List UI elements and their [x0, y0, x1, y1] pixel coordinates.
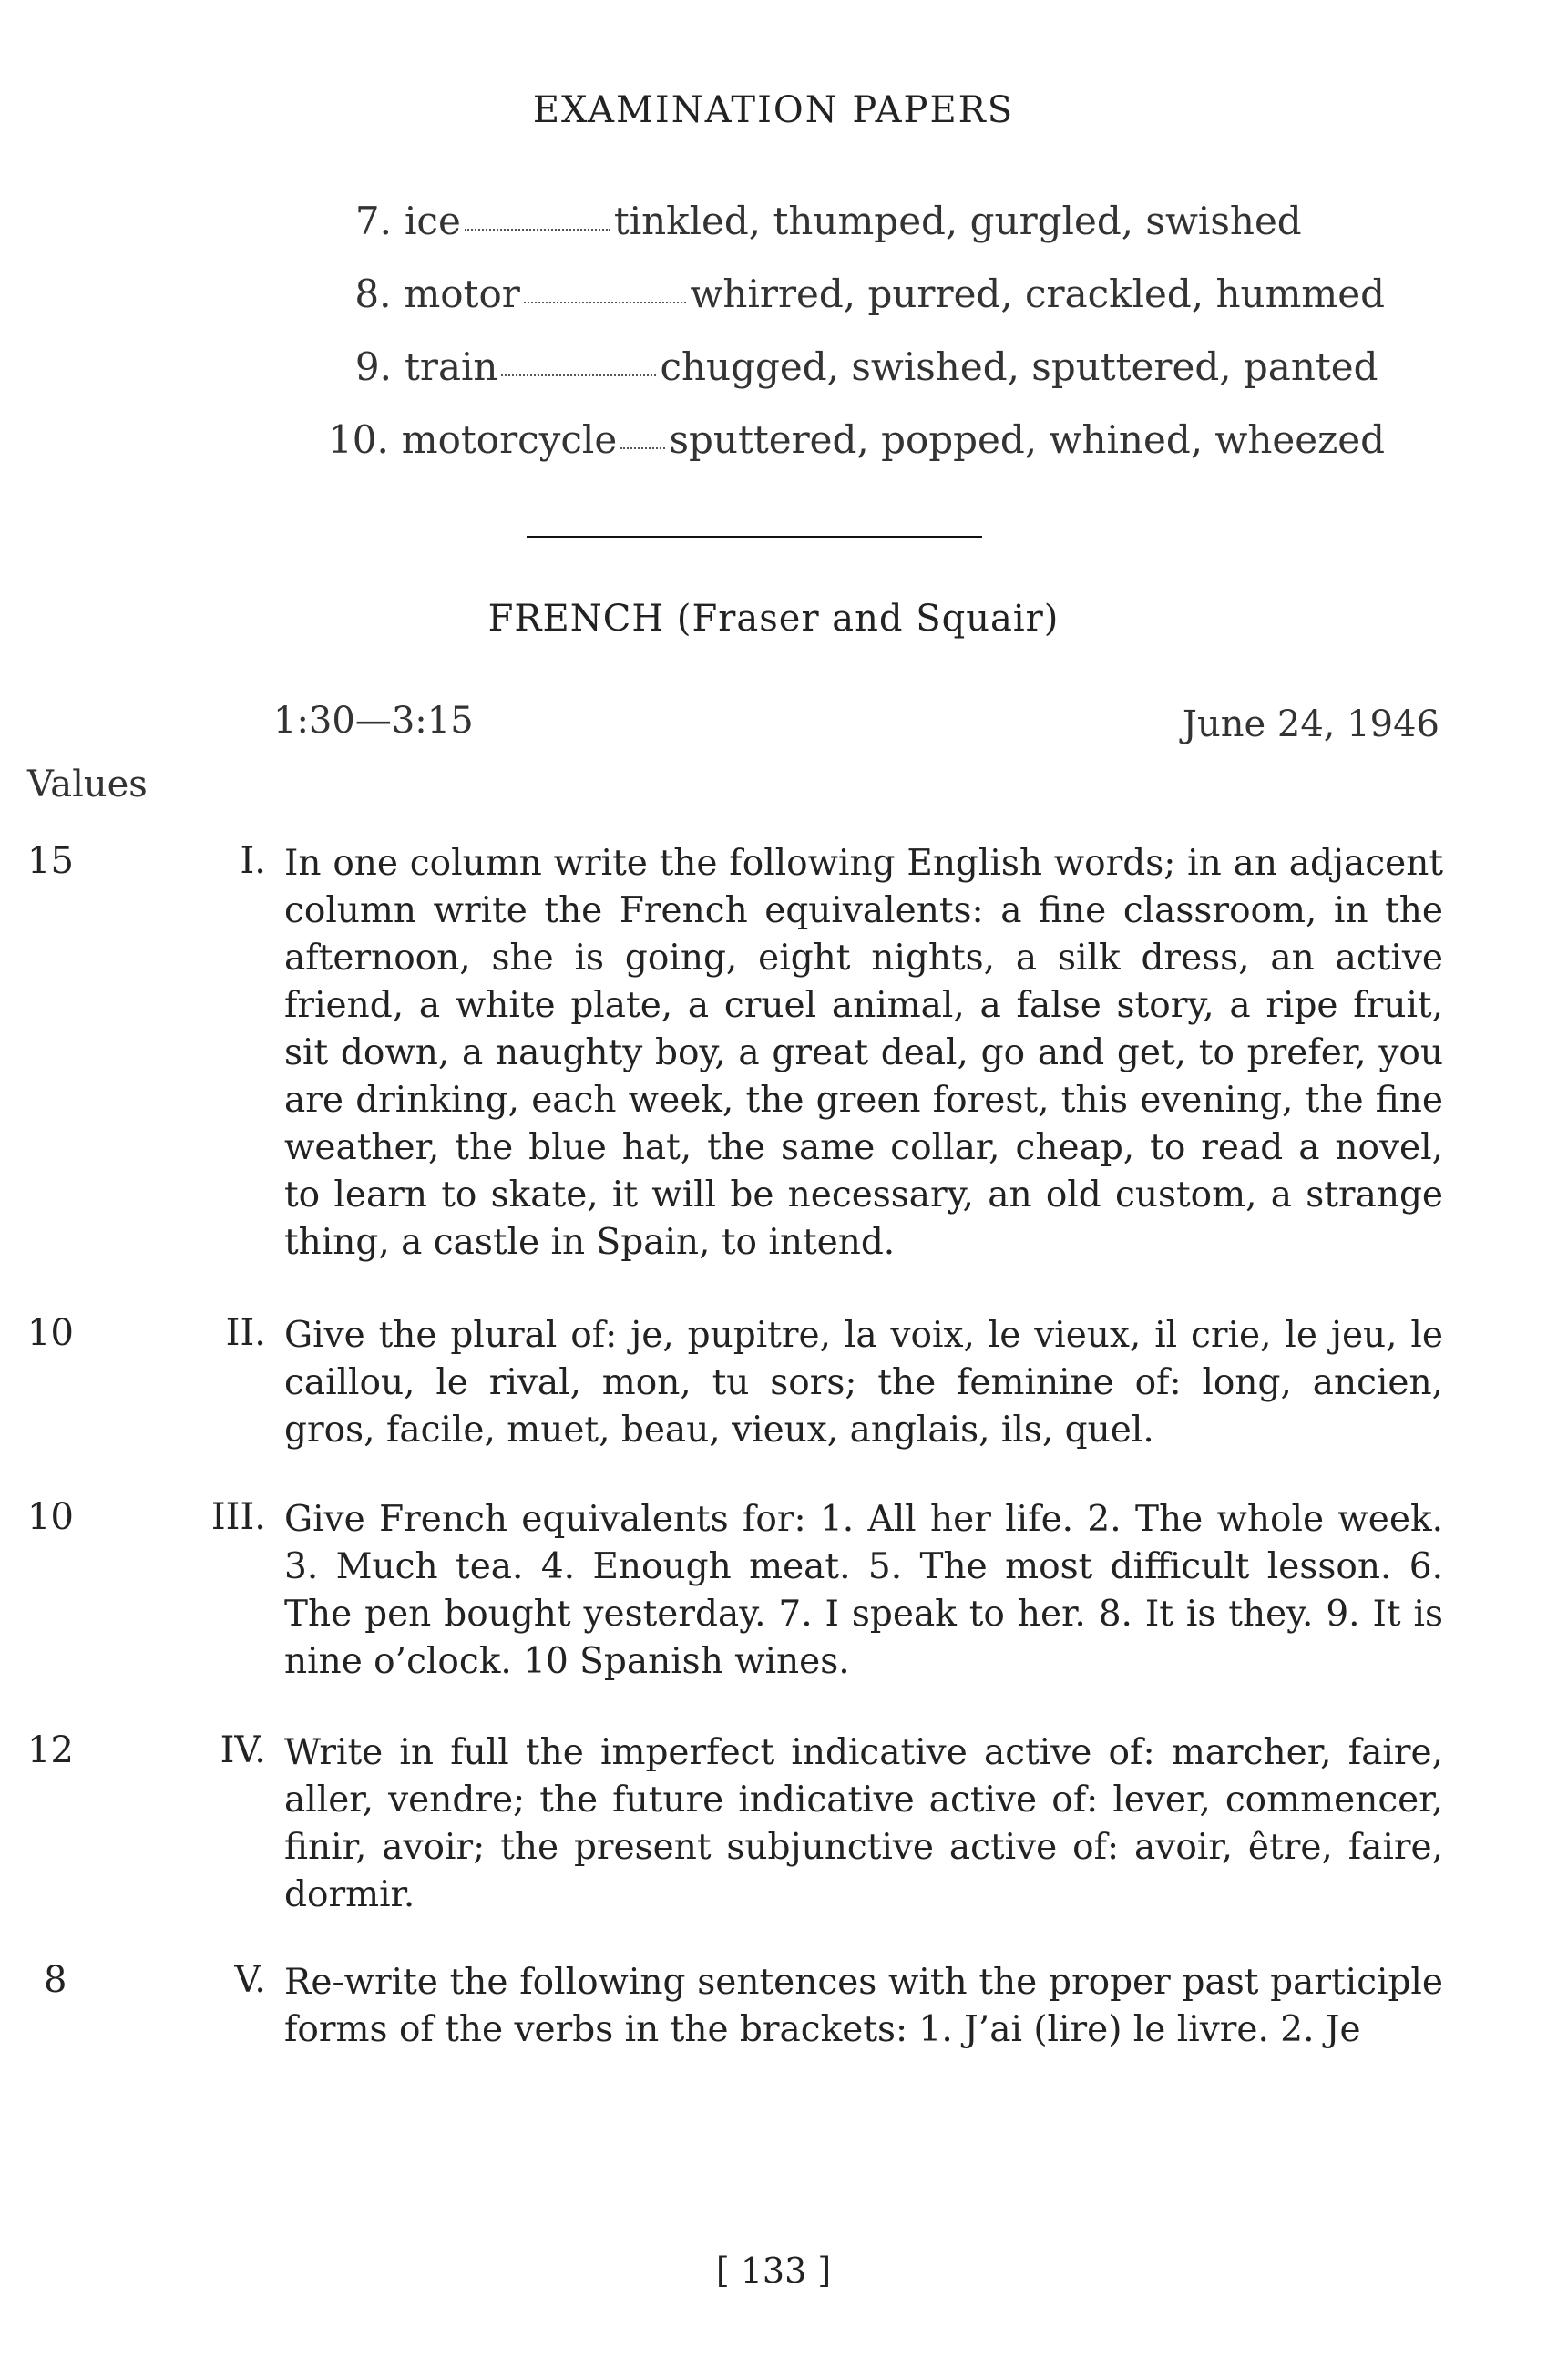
question-text: Give French equivalents for: 1. All her life. 2. The whole week. 3. Much tea. 4. Enough meat. 5. The most difficult lesson. 6. The pen bought yesterday. 7. I speak to her. 8. It is they. 9. It is nine o’clock. 10 Spanish wines.	[284, 1499, 1443, 1682]
dot-leader	[524, 302, 687, 303]
question-value: 10	[27, 1496, 74, 1538]
dot-leader	[620, 447, 665, 449]
question-text: Re-write the following sentences with the proper past participle forms of the verbs in the brackets: 1. J’ai (lire) le livre. 2. Je	[284, 1962, 1443, 2050]
item-word: motor	[404, 272, 520, 316]
exam-time: 1:30—3:15	[273, 700, 474, 742]
question-value: 12	[27, 1729, 74, 1771]
question-text: In one column write the following English words; in an adjacent column write the French equivalents: a fine classroom, in the afternoon, she is going, eight nights, a silk dress, an active friend, a white plate, a cruel animal, a false story, a ripe fruit, sit down, a naughty boy, a great deal, go and get, to prefer, you are drinking, each week, the green forest, this evening, the fine weather, the blue hat, the same collar, cheap, to read a novel, to learn to skate, it will be necessary, an old custom, a strange thing, a castle in Spain, to intend.	[284, 843, 1443, 1263]
dot-leader	[465, 229, 610, 231]
item-word: train	[405, 344, 498, 389]
item-number: 7.	[354, 199, 392, 243]
running-head: EXAMINATION PAPERS	[532, 89, 1015, 131]
question-number: V.	[234, 1959, 266, 2001]
item-number: 10.	[328, 417, 389, 462]
section-divider	[527, 536, 982, 538]
section-title: FRENCH (Fraser and Squair)	[487, 598, 1060, 640]
question-number: IV.	[220, 1729, 266, 1771]
question-number: II.	[225, 1312, 266, 1354]
question-number: I.	[240, 840, 266, 882]
item-verbs: chugged, swished, sputtered, panted	[660, 344, 1378, 389]
item-verbs: sputtered, popped, whined, wheezed	[669, 417, 1385, 462]
question-value: 15	[27, 840, 74, 882]
word-list	[328, 199, 1385, 490]
item-word: motorcycle	[401, 417, 618, 462]
question-value: 8	[44, 1959, 67, 2001]
word-list-item	[328, 344, 1385, 417]
word-list-item	[328, 199, 1385, 272]
page-number: [ 133 ]	[715, 2251, 832, 2291]
word-list-item	[328, 417, 1385, 490]
item-verbs: tinkled, thumped, gurgled, swished	[613, 199, 1302, 243]
word-list-item	[328, 272, 1385, 344]
values-column-label: Values	[27, 764, 148, 805]
question-text: Give the plural of: je, pupitre, la voix, le vieux, il crie, le jeu, le caillou, le rival, mon, tu sors; the feminine of: long, ancien, gros, facile, muet, beau, vieux, anglais, ils, quel.	[284, 1315, 1443, 1451]
question-value: 10	[27, 1312, 74, 1354]
item-word: ice	[405, 199, 461, 243]
dot-leader	[501, 374, 656, 376]
item-verbs: whirred, purred, crackled, hummed	[690, 272, 1385, 316]
item-number: 9.	[354, 344, 392, 389]
exam-date: June 24, 1946	[1182, 703, 1439, 745]
item-number: 8.	[354, 272, 392, 316]
question-text: Write in full the imperfect indicative active of: marcher, faire, aller, vendre; the future indicative active of: lever, commencer, finir, avoir; the present subjunctive active of: avoir, être, faire, dormir.	[284, 1732, 1443, 1915]
question-number: III.	[210, 1496, 266, 1538]
